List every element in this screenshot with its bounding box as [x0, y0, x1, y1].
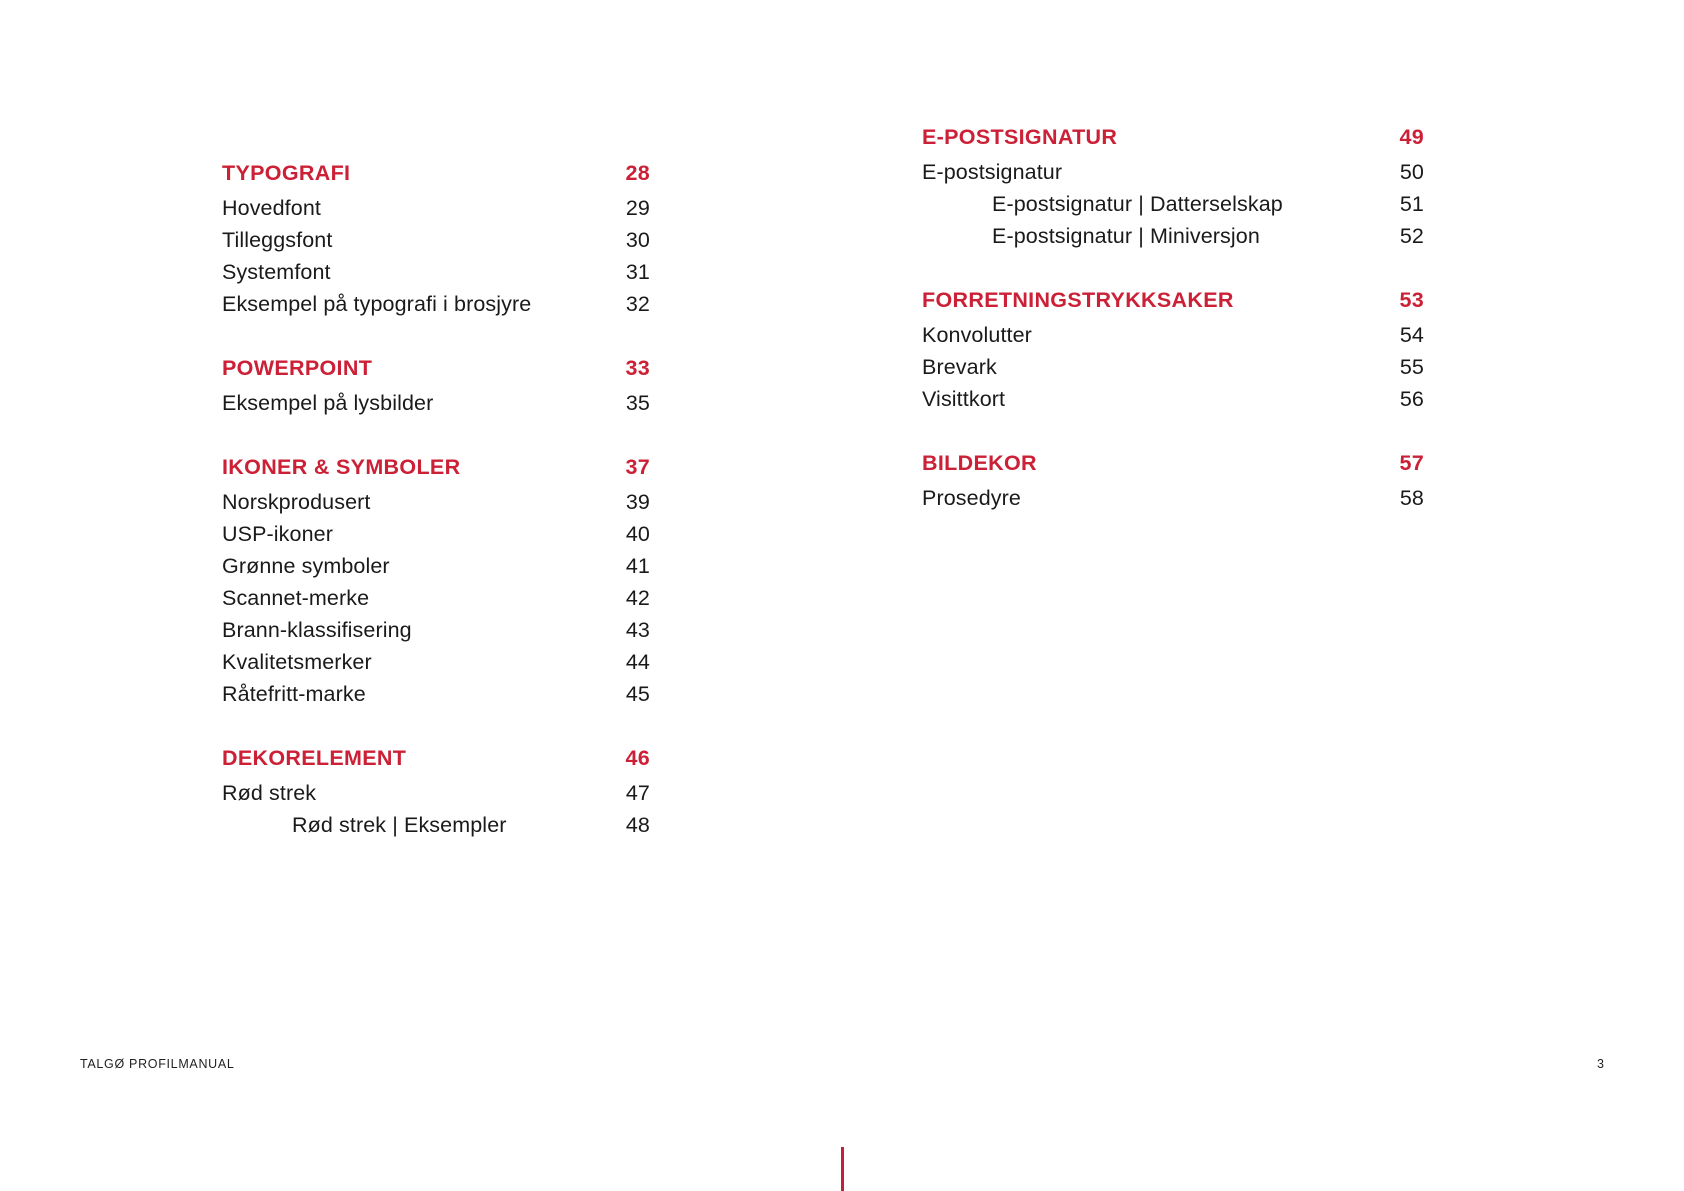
- toc-entry-label: Rød strek | Eksempler: [292, 813, 507, 837]
- toc-section-heading-page: 53: [1399, 288, 1424, 312]
- toc-entry[interactable]: [222, 646, 650, 678]
- toc-sub-entry[interactable]: [922, 188, 1424, 220]
- toc-entry-page: 43: [625, 618, 650, 642]
- toc-entry-label: Grønne symboler: [222, 554, 390, 578]
- toc-group: [222, 351, 650, 419]
- toc-entry-page: 42: [625, 586, 650, 610]
- toc-column-right: [842, 108, 1684, 514]
- toc-group: [222, 156, 650, 320]
- toc-entry[interactable]: [922, 156, 1424, 188]
- toc-entry-label: Eksempel på lysbilder: [222, 391, 434, 415]
- toc-entry[interactable]: [922, 383, 1424, 415]
- toc-section-heading-label: FORRETNINGSTRYKKSAKER: [922, 288, 1234, 312]
- toc-section-heading-page: 28: [625, 161, 650, 185]
- toc-entry-page: 39: [625, 490, 650, 514]
- toc-entry[interactable]: [222, 518, 650, 550]
- toc-entry-label: Scannet-merke: [222, 586, 370, 610]
- toc-entry-page: 52: [1399, 224, 1424, 248]
- toc-entry-page: 31: [625, 260, 650, 284]
- toc-entry-label: Konvolutter: [922, 323, 1032, 347]
- toc-section-heading-page: 46: [625, 746, 650, 770]
- toc-section-heading[interactable]: [222, 156, 650, 190]
- toc-entry-label: Råtefritt-marke: [222, 682, 366, 706]
- toc-column-left: [0, 108, 842, 841]
- toc-entry-label: Visittkort: [922, 387, 1006, 411]
- toc-entry-page: 51: [1399, 192, 1424, 216]
- toc-section-heading-label: BILDEKOR: [922, 451, 1037, 475]
- toc-group: [922, 120, 1424, 252]
- toc-section-heading[interactable]: [222, 450, 650, 484]
- toc-section-heading-page: 57: [1399, 451, 1424, 475]
- toc-entry-label: Norskprodusert: [222, 490, 371, 514]
- toc-section-heading[interactable]: [222, 741, 650, 775]
- toc-section-heading[interactable]: [922, 283, 1424, 317]
- toc-entry-page: 45: [625, 682, 650, 706]
- toc-entry-label: Rød strek: [222, 781, 317, 805]
- toc-group: [222, 741, 650, 841]
- toc-entry-label: Prosedyre: [922, 486, 1021, 510]
- footer-page-number: 3: [1597, 1057, 1604, 1071]
- toc-entry[interactable]: [222, 192, 650, 224]
- toc-sub-entry[interactable]: [922, 220, 1424, 252]
- toc-entry-page: 41: [625, 554, 650, 578]
- toc-entry-label: E-postsignatur | Miniversjon: [992, 224, 1260, 248]
- toc-section-heading-label: E-POSTSIGNATUR: [922, 125, 1118, 149]
- toc-entry[interactable]: [222, 614, 650, 646]
- toc-section-heading-label: DEKORELEMENT: [222, 746, 407, 770]
- toc-entry[interactable]: [222, 256, 650, 288]
- toc-sub-entry[interactable]: [222, 809, 650, 841]
- toc-entry-page: 30: [625, 228, 650, 252]
- toc-group: [222, 450, 650, 710]
- toc-entry-page: 56: [1399, 387, 1424, 411]
- toc-section-heading-label: IKONER & SYMBOLER: [222, 455, 461, 479]
- toc-entry-page: 32: [625, 292, 650, 316]
- toc-entry-label: E-postsignatur | Datterselskap: [992, 192, 1283, 216]
- spine-red-mark-icon: [841, 1147, 844, 1191]
- toc-entry[interactable]: [222, 288, 650, 320]
- toc-entry[interactable]: [922, 351, 1424, 383]
- toc-entry[interactable]: [222, 678, 650, 710]
- toc-section-heading-page: 33: [625, 356, 650, 380]
- toc-entry-label: Eksempel på typografi i brosjyre: [222, 292, 532, 316]
- toc-entry-label: Brevark: [922, 355, 997, 379]
- toc-group: [922, 446, 1424, 514]
- toc-entry[interactable]: [222, 224, 650, 256]
- toc-entry-label: Brann-klassifisering: [222, 618, 412, 642]
- toc-entry-label: Systemfont: [222, 260, 331, 284]
- footer-document-title: TALGØ PROFILMANUAL: [80, 1057, 235, 1071]
- toc-entry-page: 55: [1399, 355, 1424, 379]
- toc-group: [922, 283, 1424, 415]
- toc-entry-page: 40: [625, 522, 650, 546]
- toc-entry-page: 54: [1399, 323, 1424, 347]
- toc-entry-label: USP-ikoner: [222, 522, 334, 546]
- toc-entry-page: 47: [625, 781, 650, 805]
- page-footer: [0, 1031, 1684, 1191]
- toc-entry[interactable]: [222, 777, 650, 809]
- toc-section-heading-label: POWERPOINT: [222, 356, 373, 380]
- toc-section-heading-label: TYPOGRAFI: [222, 161, 351, 185]
- toc-entry-page: 58: [1399, 486, 1424, 510]
- toc-entry-page: 35: [625, 391, 650, 415]
- toc-section-heading[interactable]: [922, 446, 1424, 480]
- toc-entry[interactable]: [922, 482, 1424, 514]
- toc-entry[interactable]: [222, 387, 650, 419]
- toc-entry-page: 44: [625, 650, 650, 674]
- toc-entry[interactable]: [222, 486, 650, 518]
- toc-entry[interactable]: [222, 582, 650, 614]
- toc-entry[interactable]: [922, 319, 1424, 351]
- toc-entry-label: Tilleggsfont: [222, 228, 333, 252]
- toc-entry-page: 29: [625, 196, 650, 220]
- toc-entry-page: 48: [625, 813, 650, 837]
- toc-section-heading[interactable]: [222, 351, 650, 385]
- toc-entry-label: Kvalitetsmerker: [222, 650, 372, 674]
- toc-section-heading[interactable]: [922, 120, 1424, 154]
- toc-entry-label: Hovedfont: [222, 196, 321, 220]
- toc-section-heading-page: 37: [625, 455, 650, 479]
- toc-section-heading-page: 49: [1399, 125, 1424, 149]
- toc-entry-label: E-postsignatur: [922, 160, 1063, 184]
- table-of-contents: [0, 108, 1684, 841]
- toc-entry[interactable]: [222, 550, 650, 582]
- toc-entry-page: 50: [1399, 160, 1424, 184]
